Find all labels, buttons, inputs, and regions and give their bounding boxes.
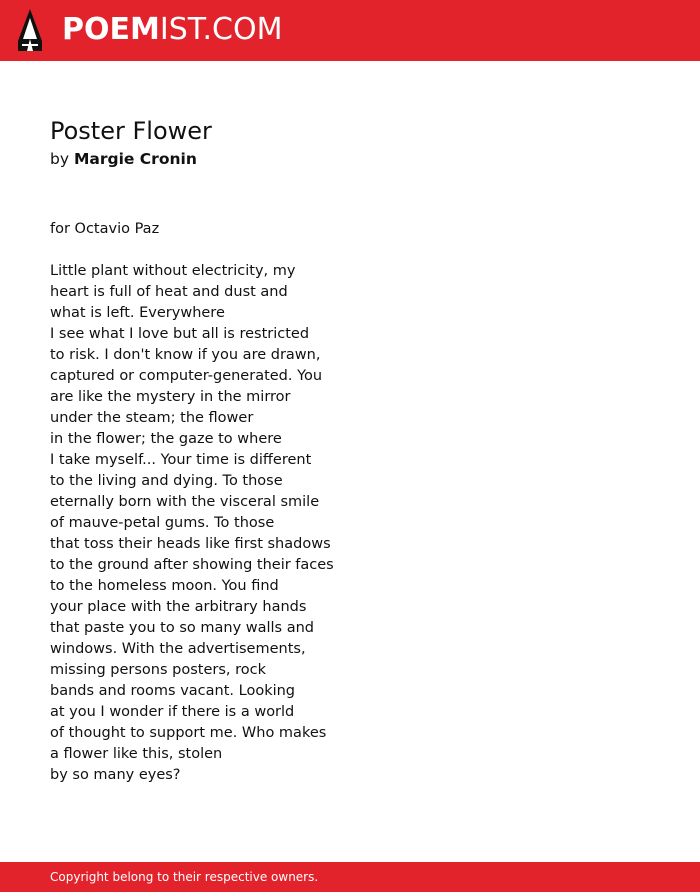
site-footer <box>0 862 700 892</box>
poem-line: a flower like this, stolen <box>50 746 223 762</box>
poem-line: by so many eyes? <box>50 767 181 783</box>
pen-nib-icon[interactable] <box>18 9 42 51</box>
poem-line: what is left. Everywhere <box>50 305 225 321</box>
poem-line: heart is full of heat and dust and <box>50 284 288 300</box>
dedication: for Octavio Paz <box>50 221 160 237</box>
poem-line: missing persons posters, rock <box>50 662 267 678</box>
poem-line: to the living and dying. To those <box>50 473 283 489</box>
poem-line: to risk. I don't know if you are drawn, <box>50 347 321 363</box>
poem-line: that toss their heads like first shadows <box>50 536 331 552</box>
poem-line: captured or computer-generated. You <box>50 368 323 384</box>
poem-line: under the steam; the flower <box>50 410 254 426</box>
poem-line: in the flower; the gaze to where <box>50 431 282 447</box>
brand-light: IST.COM <box>159 12 283 47</box>
poem-line: I see what I love but all is restricted <box>50 326 310 342</box>
poem-line: to the ground after showing their faces <box>50 557 334 573</box>
poem-line: to the homeless moon. You find <box>50 578 279 594</box>
poem-line: of mauve-petal gums. To those <box>50 515 275 531</box>
author-name[interactable]: Margie Cronin <box>73 150 197 168</box>
poem-line: at you I wonder if there is a world <box>50 704 295 720</box>
poem-line: Little plant without electricity, my <box>50 263 296 279</box>
site-logo-text[interactable] <box>62 12 282 48</box>
poem-title: Poster Flower <box>50 117 212 145</box>
byline <box>50 149 197 169</box>
poem-line: of thought to support me. Who makes <box>50 725 327 741</box>
copyright-text: Copyright belong to their respective owners. <box>50 870 319 884</box>
poem-line: your place with the arbitrary hands <box>50 599 307 615</box>
poem-line: bands and rooms vacant. Looking <box>50 683 296 699</box>
poem-line: windows. With the advertisements, <box>50 641 306 657</box>
brand-bold: POEM <box>62 12 160 47</box>
site-header <box>0 0 700 61</box>
poem-line: that paste you to so many walls and <box>50 620 315 636</box>
poem-line: are like the mystery in the mirror <box>50 389 291 405</box>
poem-line: I take myself... Your time is different <box>50 452 312 468</box>
poem-line: eternally born with the visceral smile <box>50 494 320 510</box>
by-prefix: by <box>50 150 70 168</box>
poem-body <box>50 261 334 786</box>
